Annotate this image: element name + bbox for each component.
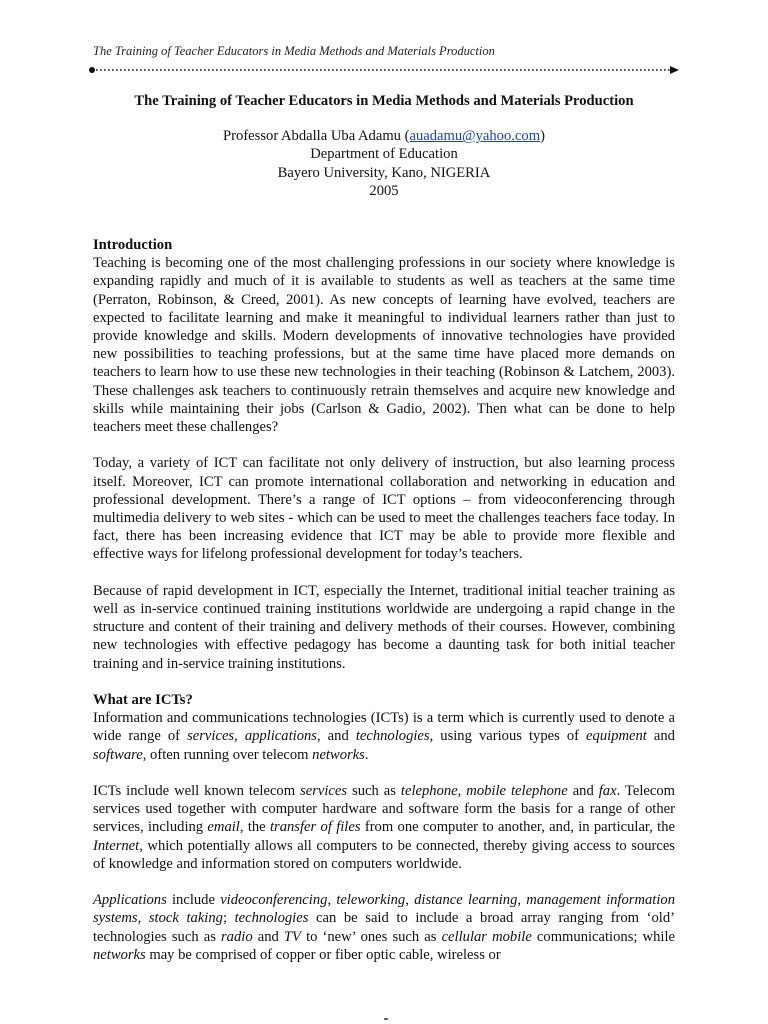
- page-footer-mark: [384, 1018, 388, 1020]
- rule-start-dot: [89, 67, 95, 73]
- icts-paragraph-2: ICTs include well known telecom services such as telephone, mobile telephone and fax. Telecom services used together with computer hardware and software form the basis for a range of other services, including email, the transfer of files from one computer to another, and, in particular, the Internet, which potentially allows all computers to be connected, thereby giving access to sources of knowledge and information stored on computers worldwide.: [93, 783, 675, 872]
- header-rule: [88, 64, 680, 76]
- author-email-link[interactable]: auadamu@yahoo.com: [409, 128, 541, 145]
- intro-paragraph-1: Teaching is becoming one of the most challenging professions in our society where knowledge is expanding rapidly and much of it is available to students as well as teachers at the same time (Perraton, Robinson, & Creed, 2001). As new concepts of learning have evolved, teachers are expected to facilitate learning and make it meaningful to individual learners rather than just to provide knowledge and skills. Modern developments of innovative technologies have provided new possibilities to teaching professions, but at the same time have placed more demands on teachers to learn how to use these new technologies in their teaching (Robinson & Latchem, 2003). These challenges ask teachers to continuously retrain themselves and acquire new knowledge and skills while maintaining their jobs (Carlson & Gadio, 2002). Then what can be done to help teachers meet these challenges?: [93, 255, 675, 436]
- icts-section: [93, 691, 675, 964]
- intro-paragraph-3: Because of rapid development in ICT, especially the Internet, traditional initial teacher training as well as in-service continued training institutions worldwide are undergoing a rapid change in the structure and content of their training and delivery methods of their courses. However, combining new technologies with effective pedagogy has become a daunting task for both initial teacher training and in-service training institutions.: [93, 582, 675, 672]
- rule-arrow-icon: [670, 66, 679, 74]
- document-body: [93, 92, 675, 982]
- author-block: [93, 127, 675, 200]
- intro-paragraph-2: Today, a variety of ICT can facilitate not only delivery of instruction, but also learning process itself. Moreover, ICT can promote international collaboration and networking in education and professional development. There’s a range of ICT options – from videoconferencing through multimedia delivery to web sites - which can be used to meet the challenges teachers face today. In fact, there has been increasing evidence that ICT may be able to provide more flexible and effective ways for lifelong professional development for today’s teachers.: [93, 455, 675, 563]
- introduction-heading: Introduction: [93, 237, 173, 254]
- icts-heading: What are ICTs?: [93, 692, 193, 709]
- year: 2005: [369, 182, 399, 199]
- author-line: [93, 127, 675, 145]
- icts-paragraph-1: Information and communications technologies (ICTs) is a term which is currently used to denote a wide range of services, applications, and technologies, using various types of equipment and software, often running over telecom networks.: [93, 710, 675, 763]
- author-suffix: ): [540, 128, 545, 145]
- icts-paragraph-3: Applications include videoconferencing, teleworking, distance learning, management information systems, stock taking; technologies can be said to include a broad array ranging from ‘old’ technologies such as radio and TV to ‘new’ ones such as cellular mobile communications; while networks may be comprised of copper or fiber optic cable, wireless or: [93, 892, 675, 963]
- author-name: Professor Abdalla Uba Adamu (: [223, 128, 410, 145]
- document-title: The Training of Teacher Educators in Media Methods and Materials Production: [134, 93, 634, 109]
- introduction-section: [93, 236, 675, 673]
- department: Department of Education: [310, 146, 458, 163]
- university: Bayero University, Kano, NIGERIA: [277, 164, 491, 181]
- running-header: The Training of Teacher Educators in Media Methods and Materials Production: [93, 44, 495, 58]
